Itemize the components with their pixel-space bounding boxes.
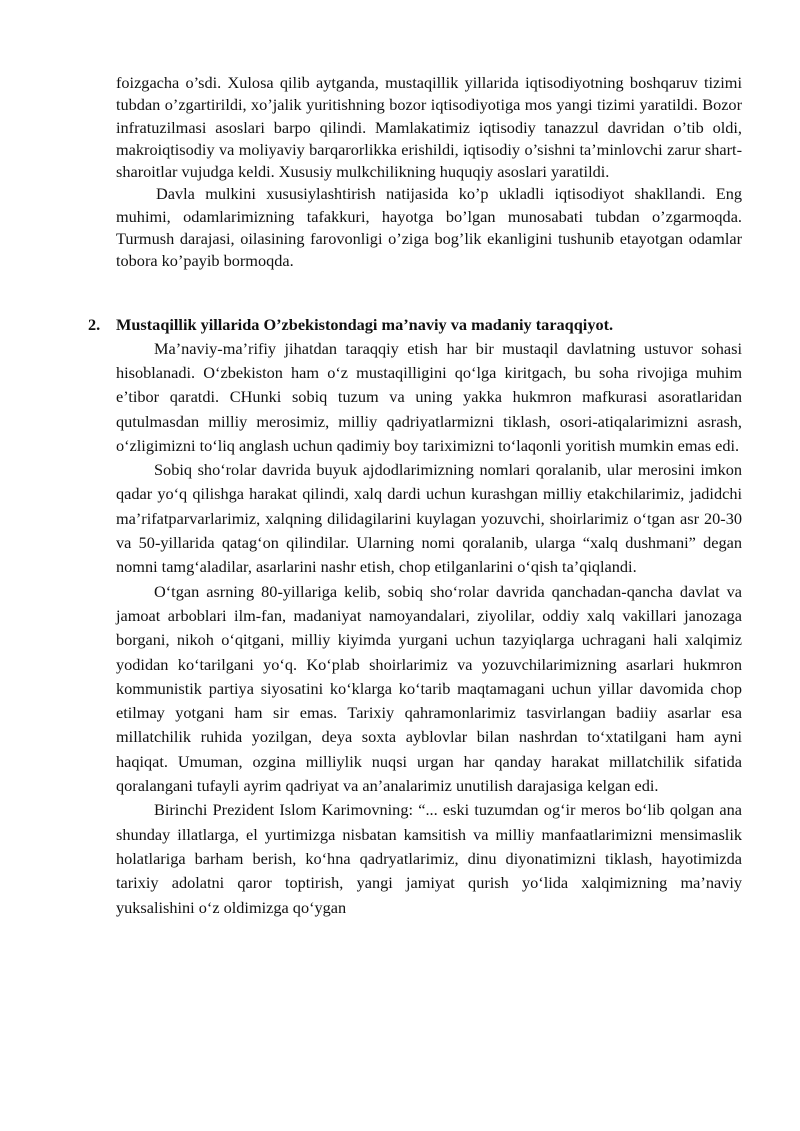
paragraph: Sobiq sho‘rolar davrida buyuk ajdodlarimizning nomlari qoralanib, ular merosini imkon qadar yo‘q qilishga harakat qilindi, xalq dardi uchun kurashgan milliy etakchilarimiz, jadidchi ma’rifatparvarlarimiz, xalqning dilidagilarini kuylagan yozuvchi, shoirlarimiz o‘tgan asr 20-30 va 50-yillarida qatag‘on qilindilar. Ularning nomi qoralanib, ularga “xalq dushmani” degan nomni tamg‘aladilar, asarlarini nashr etish, chop etilganlarini o‘qish ta’qiqlandi. (116, 460, 742, 577)
section-heading (88, 313, 742, 337)
paragraph: foizgacha o’sdi. Xulosa qilib aytganda, mustaqillik yillarida iqtisodiyotning boshqaruv tizimi tubdan o’zgartirildi, xo’jalik yuritishning bozor iqtisodiyotiga mos yangi tizimi yaratildi. Bozor infratuzilmasi asoslari barpo qilindi. Mamlakatimiz iqtisodiy tanazzul davridan o’tib oldi, makroiqtisodiy va moliyaviy barqarorlikka erishildi, iqtisodiy o’sishni ta’minlovchi zarur shart-sharoitlar vujudga keldi. Xususiy mulkchilikning huquqiy asoslari yaratildi. (116, 73, 742, 182)
document-page (88, 72, 742, 920)
paragraph: O‘tgan asrning 80-yillariga kelib, sobiq sho‘rolar davrida qanchadan-qancha davlat va jamoat arboblari ilm-fan, madaniyat namoyandalari, ziyolilar, oddiy xalq vakillari janozaga borgani, nikoh o‘qitgani, milliy kiyimda yurgani uchun tazyiqlarga uchragani hali xalqimiz yodidan ko‘tarilgani yo‘q. Ko‘plab shoirlarimiz va yozuvchilarimizning asarlari hukmron kommunistik partiya siyosatini ko‘klarga ko‘tarib maqtamagani uchun yillar davomida chop etilmay yotgani ham sir emas. Tarixiy qahramonlarimiz tasvirlangan badiiy asarlar esa millatchilik ruhida yozilgan, deya soxta ayblovlar bilan nashrdan to‘xtatilgani ham ayni haqiqat. Umuman, ozgina milliylik nuqsi urgan har qanday harakat millatchilik sifatida qoralangani tufayli ayrim qadriyat va an’analarimiz unutilish darajasiga kelgan edi. (116, 581, 742, 796)
paragraph: Davla mulkini xususiylashtirish natijasida ko’p ukladli iqtisodiyot shakllandi. Eng muhimi, odamlarimizning tafakkuri, hayotga bo’lgan munosabati tubdan o’zgarmoqda. Turmush darajasi, oilasining farovonligi o’ziga bog’lik ekanligini tushunib etayotgan odamlar tobora ko’payib bormoqda. (116, 184, 742, 271)
section-culture-text (116, 337, 742, 920)
paragraph: Birinchi Prezident Islom Karimovning: “... eski tuzumdan og‘ir meros bo‘lib qolgan ana shunday illatlarga, el yurtimizga nisbatan kamsitish va milliy manfaatlarimizni mensimaslik holatlariga barham berish, ko‘hna qadryatlarimiz, dinu diyonatimizni tiklash, hayotimizda tarixiy adolatni qaror toptirish, yangi jamiyat qurish yo‘lida xalqimizning ma’naviy yuksalishini o‘z oldimizga qo‘ygan (116, 800, 742, 917)
section-number: 2. (88, 314, 101, 334)
section-economy-text (116, 72, 742, 273)
section-title: Mustaqillik yillarida O’zbekistondagi ma’naviy va madaniy taraqqiyot. (116, 314, 614, 334)
paragraph: Ma’naviy-ma’rifiy jihatdan taraqqiy etish har bir mustaqil davlatning ustuvor sohasi hisoblanadi. O‘zbekiston ham o‘z mustaqilligini qo‘lga kiritgach, bu soha rivojiga muhim e’tibor qaratdi. CHunki sobiq tuzum va uning yakka hukmron mafkurasi asoratlaridan qutulmasdan milliy merosimiz, milliy qadriyatlarmizni tiklash, osori-atiqalarimizni asrash, o‘zligimizni to‘liq anglash uchun qadimiy boy tariximizni to‘laqonli yoritish mumkin emas edi. (116, 338, 742, 455)
